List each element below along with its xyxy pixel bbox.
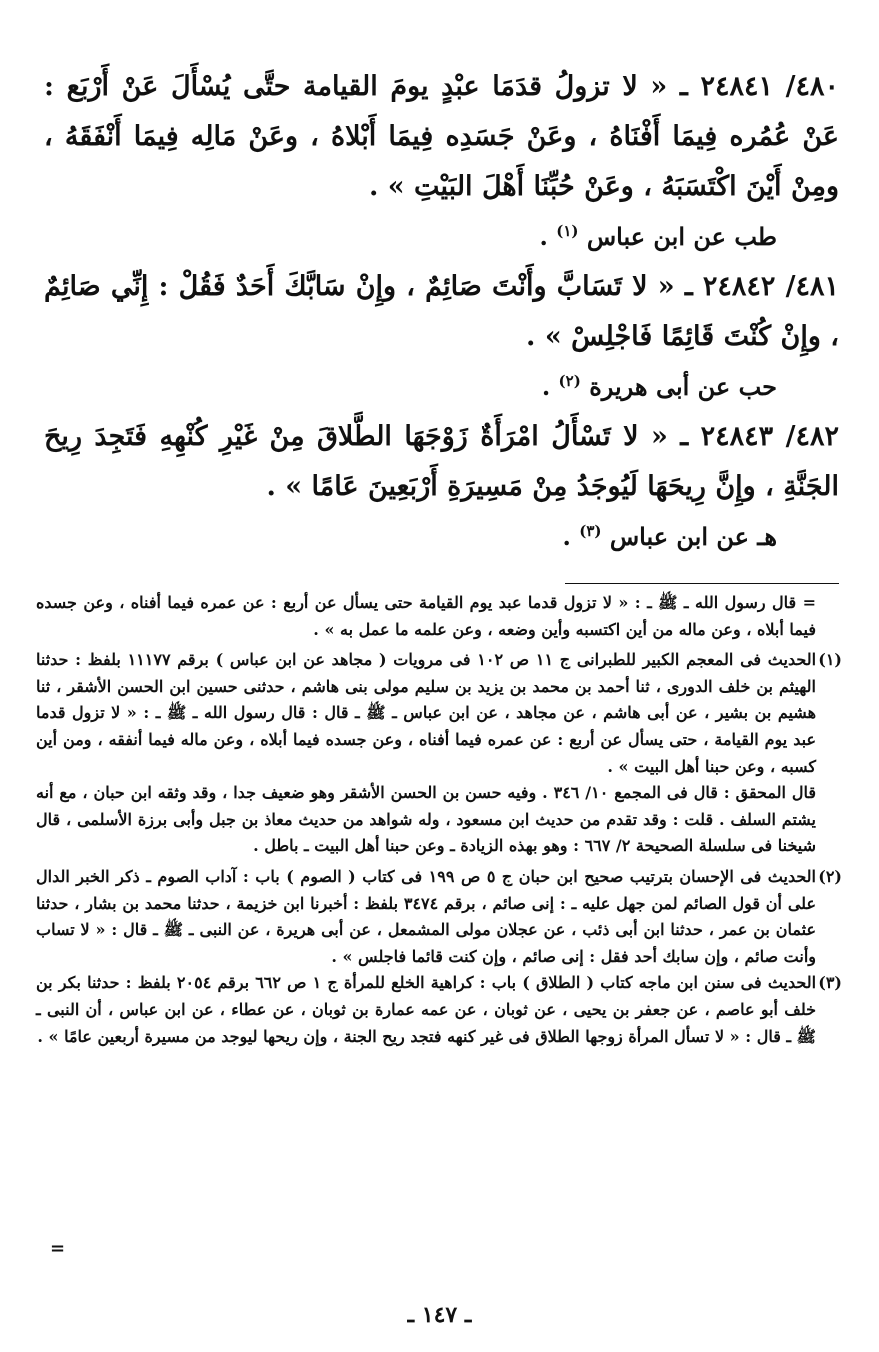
source-text: طب عن ابن عباس — [586, 222, 777, 251]
page-number: ـ ١٤٧ ـ — [407, 1302, 472, 1328]
footnote-3-label: (٣) — [818, 973, 842, 993]
hadith-480-source: طب عن ابن عباس $^{(١)}$ . — [539, 222, 777, 251]
footnote-2-label: (٢) — [818, 866, 842, 886]
footnote-divider — [565, 583, 839, 584]
footnote-1 — [36, 647, 842, 780]
footnote-ref-1: (١) — [556, 222, 579, 240]
hadith-481: ٤٨١/ ٢٤٨٤٢ ـ « لا تَسَابَّ وأَنْتَ صَائِمٌ ، وإِنْ سَابَّكَ أَحَدٌ فَقُلْ : إِنِّي صَائِمٌ ، وإِنْ كُنْتَ قَائِمًا فَاجْلِسْ » . — [44, 271, 839, 352]
footnote-1-text: الحديث فى المعجم الكبير للطبرانى ج ١١ ص ١٠٢ فى مرويات ( مجاهد عن ابن عباس ) برقم ١١١٧٧ بلفظ : حدثنا الهيثم بن خلف الدورى ، ثنا أحمد بن محمد بن يزيد بن سليم مولى بنى هاشم ، حدثنى حسين ابن الحسن الأشقر ، ثنا هشيم بن بشير ، عن أبى هاشم ، عن مجاهد ، عن ابن عباس ـ ﷺ ـ قال : قال رسول الله ـ ﷺ ـ : « لا تزول قدما عبد يوم القيامة ، حتى يسأل عن أربع : عن عمره فيما أفناه ، وعن جسده فيما أبلاه ، وعن ماله فيما أنفقه ، ومن أين كسبه ، وعن حبنا أهل البيت » . — [36, 650, 817, 776]
footnote-3 — [36, 970, 842, 1050]
footnote-2-text: الحديث فى الإحسان بترتيب صحيح ابن حبان ج ٥ ص ١٩٩ فى كتاب ( الصوم ) باب : آداب الصوم ـ ذكر الخبر الدال على أن قول الصائم لمن جهل عليه ـ : إنى صائم ، برقم ٣٤٧٤ بلفظ : أخبرنا ابن خزيمة ، حدثنا محمد بن بشار ، حدثنا عثمان بن عمر ، حدثنا ابن أبى ذئب ، عن عجلان مولى المشمعل ، عن أبى هريرة ، عن النبى ـ ﷺ ـ قال : « لا تساب وأنت صائم ، وإن سابك أحد فقل : إنى صائم ، وإن كنت قائما فاجلس » . — [36, 866, 816, 966]
continuation-mark: = — [50, 1238, 66, 1259]
source-text: حب عن أبى هريرة — [589, 372, 777, 401]
footnote-1-verifier-note: قال المحقق : قال فى المجمع ١٠/ ٣٤٦ . وفيه حسن بن الحسن الأشقر وهو ضعيف جدا ، وقد وثقه ابن حبان ، مع أنه يشتم السلف . قلت : وقد تقدم من حديث ابن مسعود ، وله شواهد من حديث معاذ بن جبل وأبى برزة الأسلمى ، قال شيخنا فى سلسلة الصحيحة ٢/ ٦٦٧ : وهو بهذه الزيادة ـ وعن حبنا أهل البيت ـ باطل . — [36, 783, 816, 856]
footnote-2 — [36, 864, 842, 970]
source-text: هـ عن ابن عباس — [609, 522, 777, 551]
footnote-ref-3: (٣) — [579, 522, 602, 540]
footnote-ref-2: (٢) — [558, 372, 581, 390]
hadith-section — [44, 62, 839, 562]
hadith-482: ٤٨٢/ ٢٤٨٤٣ ـ « لا تَسْأَلُ امْرَأَةٌ زَوْجَهَا الطَّلاقَ مِنْ غَيْرِ كُنْهِهِ فَتَجِدَ رِيحَ الجَنَّةِ ، وإِنَّ رِيحَهَا لَيُوجَدُ مِنْ مَسِيرَةِ أَرْبَعِينَ عَامًا » . — [44, 421, 839, 502]
hadith-482-source: هـ عن ابن عباس $^{(٣)}$ . — [562, 522, 777, 551]
footnote-1-label: (١) — [818, 650, 842, 670]
footnote-3-text: الحديث فى سنن ابن ماجه كتاب ( الطلاق ) باب : كراهية الخلع للمرأة ج ١ ص ٦٦٢ برقم ٢٠٥٤ بلفظ : حدثنا بكر بن خلف أبو عاصم ، عن جعفر بن يحيى ، عن ثوبان ، عن عمه عمارة بن ثوبان ، عن عطاء ، عن ابن عباس ، أن النبى ـ ﷺ ـ قال : « لا تسأل المرأة زوجها الطلاق فى غير كنهه فتجد ريح الجنة ، وإن ريحها ليوجد من مسيرة أربعين عامًا » . — [36, 973, 817, 1046]
hadith-481-source: حب عن أبى هريرة $^{(٢)}$ . — [541, 372, 777, 401]
footnotes-section — [36, 590, 842, 1050]
footnote-continuation: = قال رسول الله ـ ﷺ ـ : « لا تزول قدما عبد يوم القيامة حتى يسأل عن أربع : عن عمره فيما أفناه ، وعن جسده فيما أبلاه ، وعن ماله من أين اكتسبه وأين وضعه ، وعن علمه ما عمل به » . — [36, 593, 816, 639]
hadith-480: ٤٨٠/ ٢٤٨٤١ ـ « لا تزولُ قدَمَا عبْدٍ يومَ القيامة حتَّى يُسْأَلَ عَنْ أَرْبَع : عَنْ عُمُره فِيمَا أَفْنَاهُ ، وعَنْ جَسَدِه فِيمَا أَبْلاهُ ، وعَنْ مَالِه فِيمَا أَنْفَقَهُ ، ومِنْ أَيْنَ اكْتَسَبَهُ ، وعَنْ حُبِّنَا أَهْلَ البَيْتِ » . — [44, 71, 839, 202]
